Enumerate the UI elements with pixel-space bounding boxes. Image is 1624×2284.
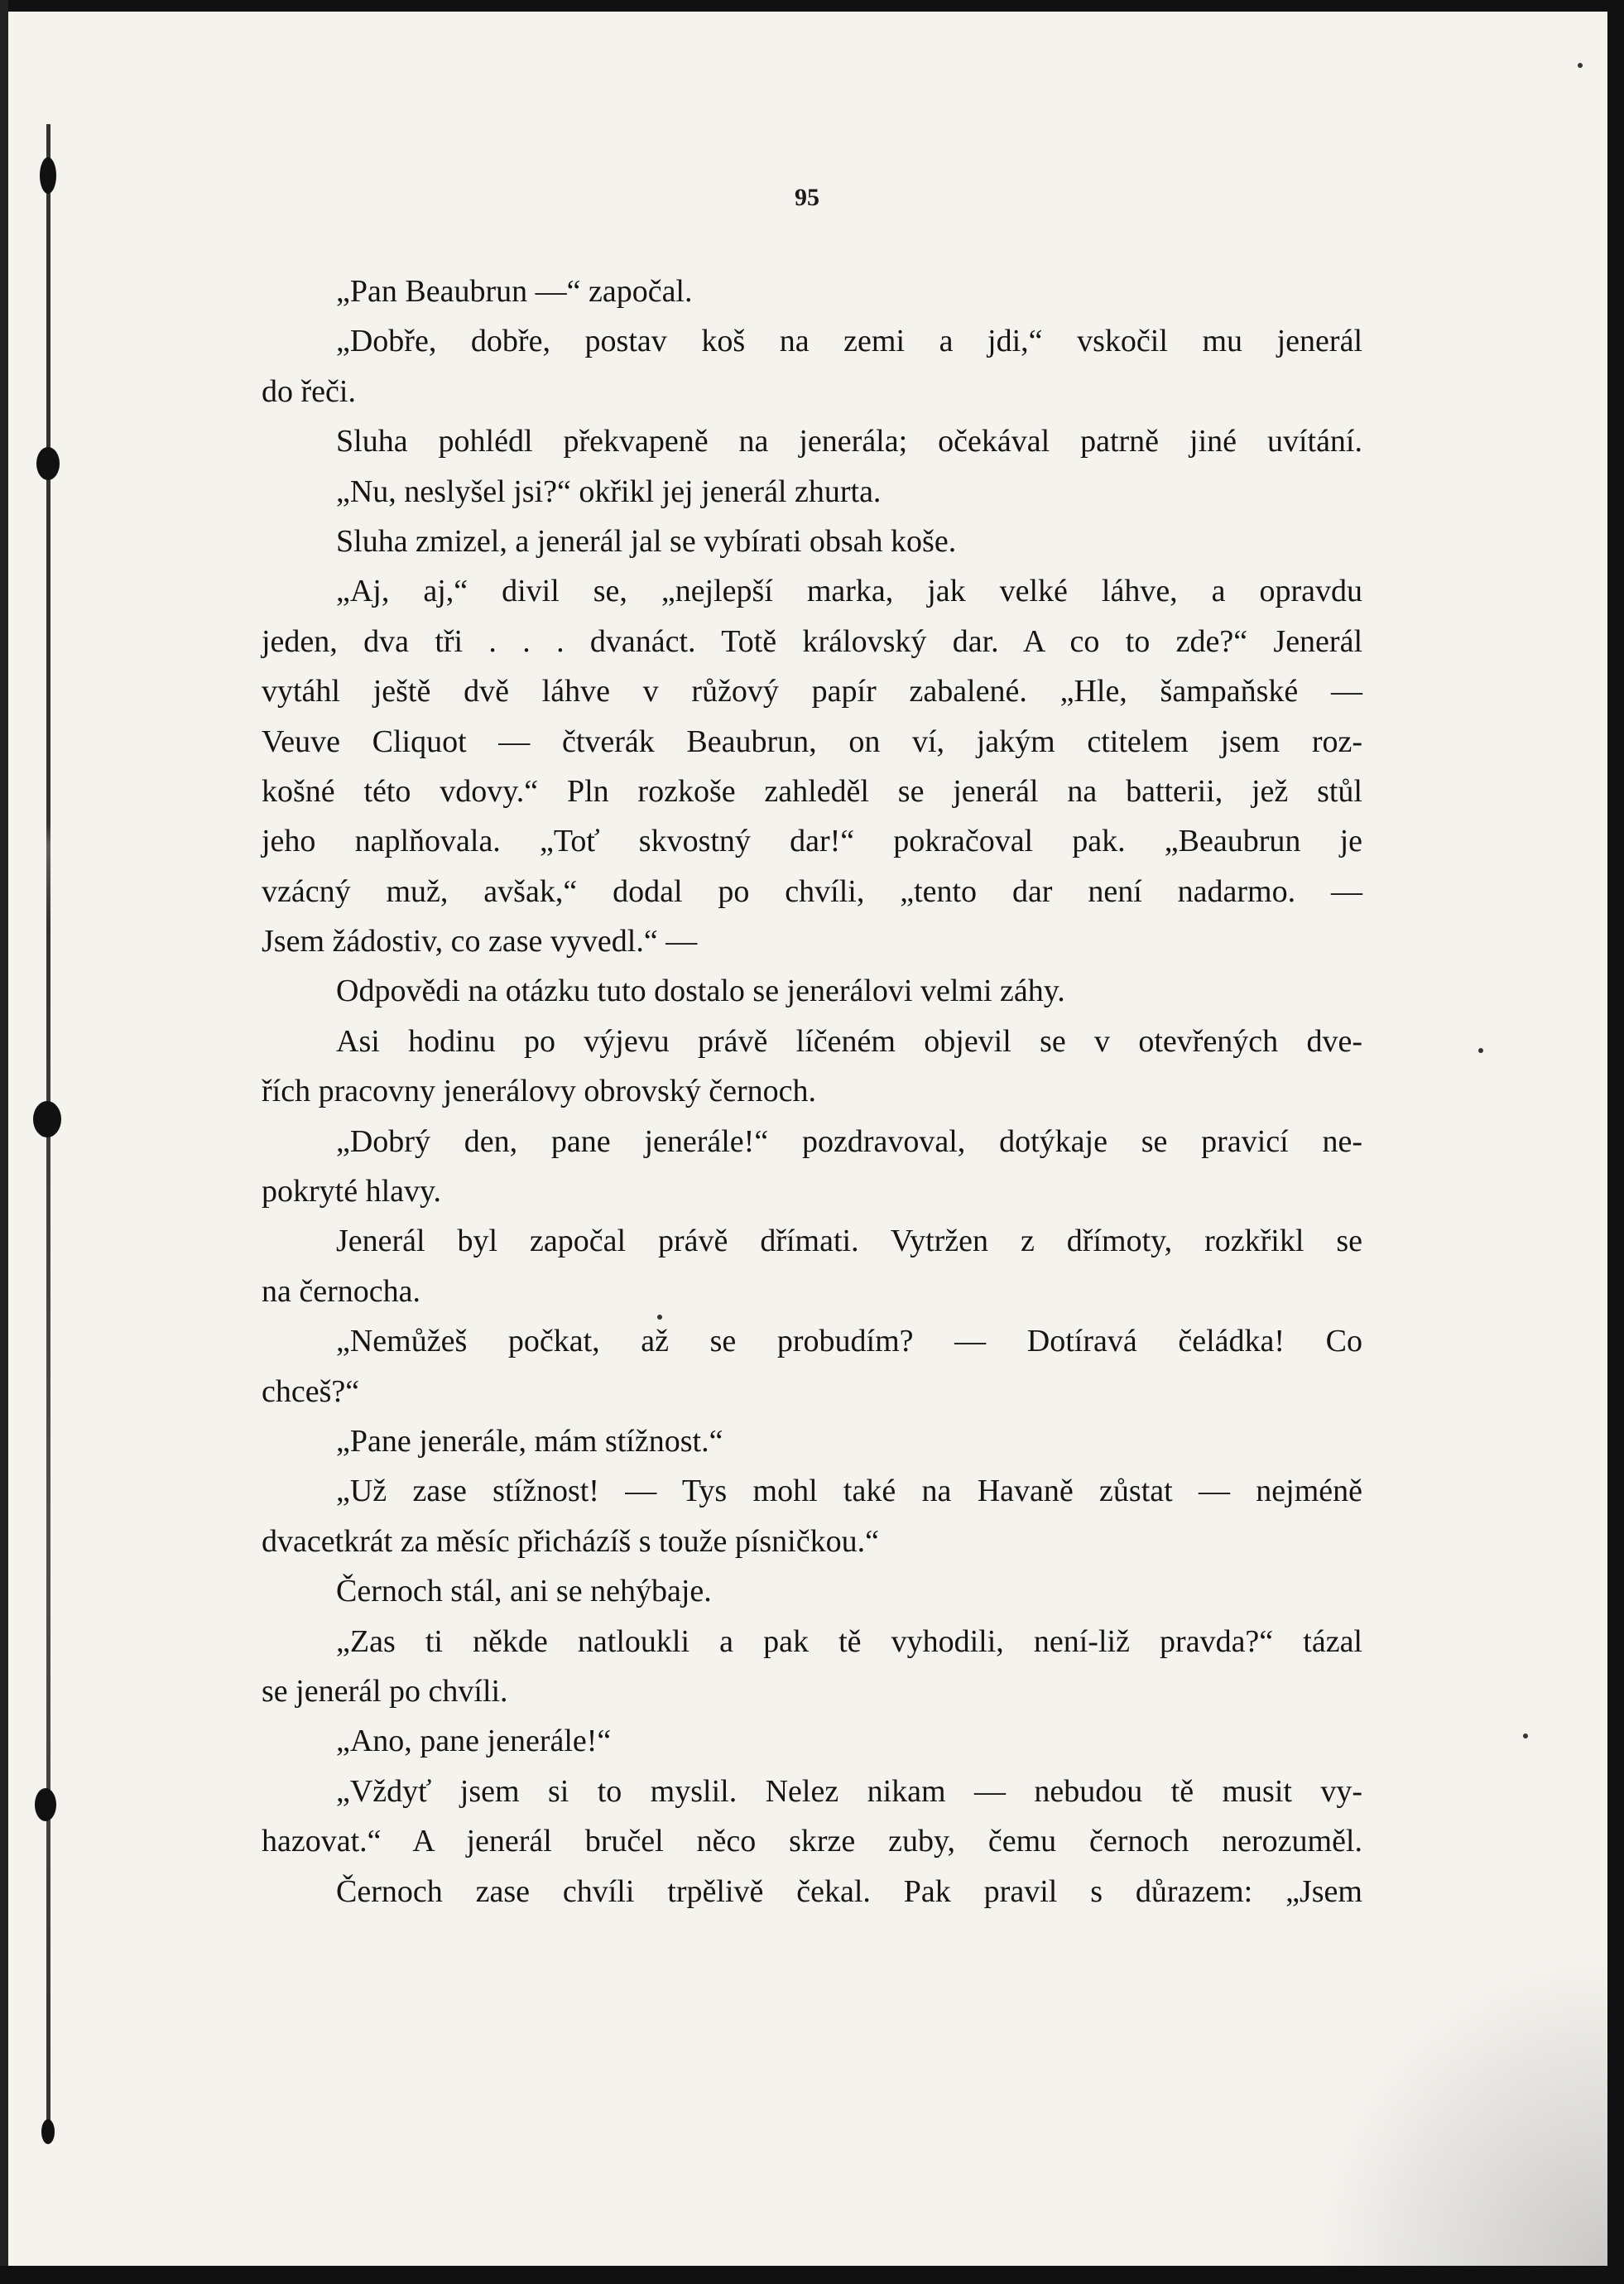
text-line: Sluha zmizel, a jenerál jal se vybírati obsah koše. bbox=[336, 523, 957, 559]
binding-mark bbox=[41, 2119, 55, 2144]
text-line: Jsem žádostiv, co zase vyvedl.“ — bbox=[262, 924, 698, 959]
text-line: Veuve Cliquot — čtverák Beaubrun, on ví, jakým ctitelem jsem roz- bbox=[262, 724, 1362, 759]
scan-border-right bbox=[1607, 0, 1624, 2284]
text-line: Odpovědi na otázku tuto dostalo se jenerálovi velmi záhy. bbox=[336, 974, 1065, 1009]
text-line: na černocha. bbox=[262, 1273, 420, 1309]
binding-mark bbox=[35, 1788, 56, 1821]
scan-border-top bbox=[0, 0, 1624, 12]
text-line: „Dobrý den, pane jenerále!“ pozdravoval, dotýkaje se pravicí ne- bbox=[336, 1123, 1362, 1159]
text-line: chceš?“ bbox=[262, 1373, 360, 1409]
text-line: vzácný muž, avšak,“ dodal po chvíli, „tento dar není nadarmo. — bbox=[262, 873, 1362, 909]
binding-mark bbox=[40, 157, 56, 194]
text-line: „Už zase stížnost! — Tys mohl také na Havaně zůstat — nejméně bbox=[336, 1474, 1362, 1509]
text-line: vytáhl ještě dvě láhve v růžový papír zabalené. „Hle, šampaňské — bbox=[262, 674, 1362, 709]
text-line: Jenerál byl započal právě dřímati. Vytržen z dřímoty, rozkřikl se bbox=[336, 1224, 1362, 1259]
text-line: do řeči. bbox=[262, 373, 356, 409]
text-line: „Zas ti někde natloukli a pak tě vyhodili, není-liž pravda?“ tázal bbox=[336, 1623, 1362, 1659]
body-text bbox=[262, 267, 1362, 1916]
text-line: řích pracovny jenerálovy obrovský černoch. bbox=[262, 1074, 817, 1109]
scan-speck bbox=[1478, 1048, 1483, 1053]
text-line: dvacetkrát za měsíc přicházíš s touže písničkou.“ bbox=[262, 1523, 879, 1559]
text-line: „Pan Beaubrun —“ započal. bbox=[336, 274, 693, 309]
text-line: Asi hodinu po výjevu právě líčeném objevil se v otevřených dve- bbox=[336, 1023, 1362, 1059]
text-line: „Vždyť jsem si to myslil. Nelez nikam — nebudou tě musit vy- bbox=[336, 1773, 1362, 1809]
text-line: jeho naplňovala. „Toť skvostný dar!“ pokračoval pak. „Beaubrun je bbox=[262, 824, 1362, 859]
text-line: „Nemůžeš počkat, až se probudím? — Dotíravá čeládka! Co bbox=[336, 1324, 1362, 1359]
text-line: hazovat.“ A jenerál bručel něco skrze zuby, čemu černoch nerozuměl. bbox=[262, 1824, 1362, 1859]
text-line: „Dobře, dobře, postav koš na zemi a jdi,“ vskočil mu jenerál bbox=[336, 324, 1362, 359]
text-line: „Ano, pane jenerále!“ bbox=[336, 1724, 612, 1759]
text-line: pokryté hlavy. bbox=[262, 1174, 442, 1209]
scan-speck bbox=[1523, 1733, 1528, 1738]
scan-grain bbox=[1309, 1951, 1607, 2266]
text-line: „Pane jenerále, mám stížnost.“ bbox=[336, 1423, 723, 1459]
text-line: košné této vdovy.“ Pln rozkoše zahleděl se jenerál na batterii, jež stůl bbox=[262, 773, 1362, 809]
scan-speck bbox=[1578, 63, 1583, 68]
text-line: „Nu, neslyšel jsi?“ okřikl jej jenerál zhurta. bbox=[336, 474, 882, 509]
binding-mark bbox=[36, 447, 60, 480]
text-line: Černoch zase chvíli trpělivě čekal. Pak pravil s důrazem: „Jsem bbox=[336, 1873, 1362, 1909]
page-number: 95 bbox=[795, 184, 819, 211]
text-line: Sluha pohlédl překvapeně na jenerála; očekával patrně jiné uvítání. bbox=[336, 424, 1362, 459]
scan-border-bottom bbox=[0, 2266, 1624, 2284]
binding-mark bbox=[33, 1101, 61, 1137]
text-line: jeden, dva tři . . . dvanáct. Totě královský dar. A co to zde?“ Jenerál bbox=[262, 623, 1362, 659]
text-line: Černoch stál, ani se nehýbaje. bbox=[336, 1574, 712, 1609]
text-line: „Aj, aj,“ divil se, „nejlepší marka, jak velké láhve, a opravdu bbox=[336, 574, 1362, 609]
scan-border-left bbox=[0, 0, 8, 2284]
text-line: se jenerál po chvíli. bbox=[262, 1673, 508, 1709]
